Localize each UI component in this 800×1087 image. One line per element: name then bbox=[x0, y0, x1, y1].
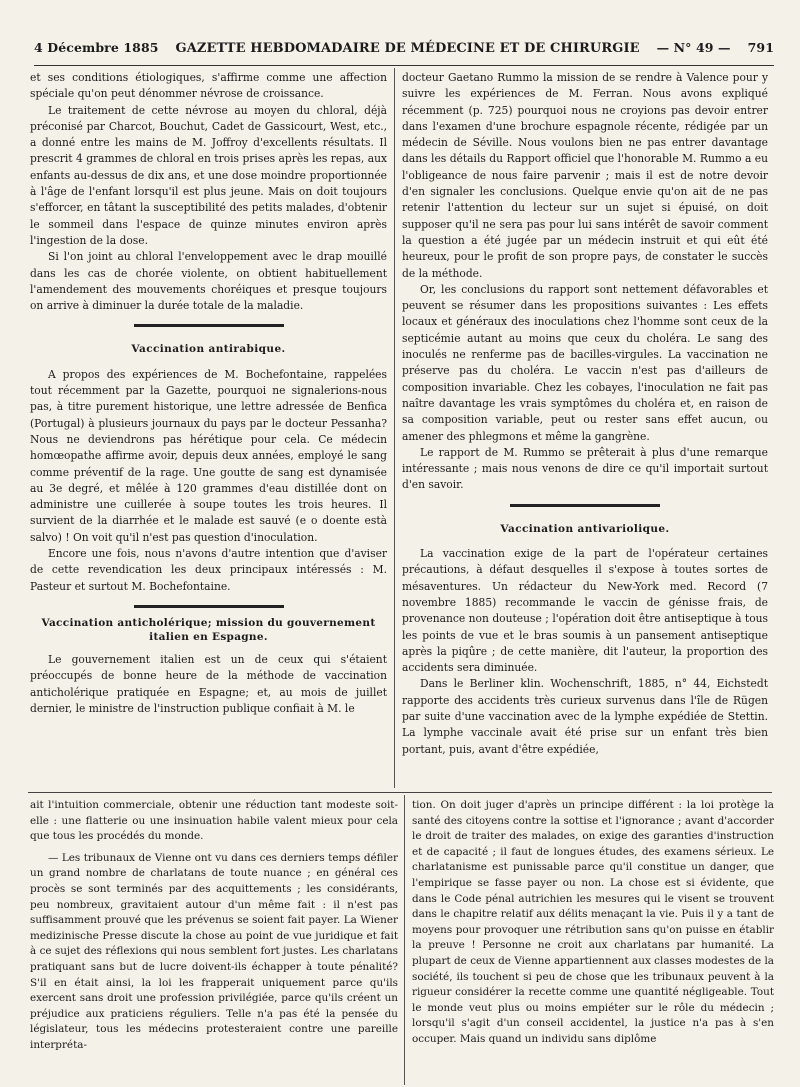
section-heading-antirabique: Vaccination antirabique. bbox=[131, 343, 286, 356]
paragraph: Le traitement de cette névrose au moyen du chloral, déjà préconisé par Charcot, Bouchut, Cadet de Gassicourt, West, etc., a donné entre les mains de M. Joffroy d'excellents résultats. Il prescrit 4 grammes de chloral en trois prises après les repas, aux enfants au-dessus de dix ans, et une dose moindre proportionnée à l'âge de l'enfant lorsqu'il est plus jeune. Mais on doit toujours s'efforcer, en tâtant la susceptibilité des petits malades, d'obtenir le sommeil dans l'espace de quinze minutes environ après l'ingestion de la dose. bbox=[30, 103, 387, 247]
paragraph: Le rapport de M. Rummo se prêterait à plus d'une remarque intéressante ; mais nous venons de dire ce qu'il importait surtout d'en savoir. bbox=[402, 445, 768, 492]
heading-line: italien en Espagne. bbox=[149, 630, 268, 643]
section-separator bbox=[510, 504, 660, 507]
paragraph: docteur Gaetano Rummo la mission de se rendre à Valence pour y suivre les expériences de M. Ferran. Nous avons expliqué récemment (p. 725) pourquoi nous ne croyions pas devoir entrer dans l'examen d'une brochure espagnole récente, rédigée par un médecin de Séville. Nous voulons bien ne pas entrer davantage dans les détails du Rapport officiel que l'honorable M. Rummo a eu l'obligeance de nous faire parvenir ; mais il est de notre devoir d'en signaler les conclusions. Quelque envie qu'on ait de ne pas retenir l'attention du lecteur sur un sujet si épuisé, on doit supposer qu'il ne sera pas pour lui sans intérêt de savoir comment la question a été jugée par un médecin instruit et qui eût été heureux, pour le profit de son propre pays, de constater le succès de la méthode. bbox=[402, 71, 768, 280]
paragraph: La vaccination exige de la part de l'opérateur certaines précautions, à défaut desquelles il s'expose à toutes sortes de mésaventures. Un rédacteur du New-York med. Record (7 novembre 1885) recommande le vaccin de génisse frais, de provenance non douteuse ; l'opération doit être antiseptique à tous les points de vue et le bras soumis à un pansement antiseptique après la piqûre ; de cette manière, dit l'auteur, la proportion des accidents sera diminuée. bbox=[402, 547, 768, 675]
paragraph: tion. On doit juger d'après un principe différent : la loi protège la santé des citoyens contre la sottise et l'ignorance ; avant d'accorder le droit de traiter des malades, on exige des garanties d'instruction et de capacité ; il faut de longues études, des examens sérieux. Le charlatanisme est punissable parce qu'il constitue un danger, que l'empirique se fasse payer ou non. La chose est si évidente, que dans le Code pénal autrichien les mesures qui le visent se trouvent dans le chapitre relatif aux délits menaçant la vie. Puis il y a tant de moyens pour provoquer une rétribution sans qu'on puisse en établir la preuve ! Personne ne croit aux charlatans par humanité. La plupart de ceux de Vienne appartiennent aux classes modestes de la société, ils touchent si peu de chose que les tribunaux peuvent à la rigueur considérer la recette comme une quantité négligeable. Tout le monde veut plus ou moins empiéter sur le rôle du médecin ; lorsqu'il s'agit d'un conseil accidentel, la justice n'a pas à s'en occuper. Mais quand un individu sans diplôme bbox=[412, 799, 774, 1045]
page-number: 791 bbox=[747, 40, 774, 55]
issue-number: — N° 49 — bbox=[656, 40, 731, 55]
column-divider-top bbox=[394, 68, 395, 788]
column-left-top bbox=[30, 70, 387, 730]
paragraph: Le gouvernement italien est un de ceux qui s'étaient préoccupés de bonne heure de la méthode de vaccination anticholérique pratiquée en Espagne; et, au mois de juillet dernier, le ministre de l'instruction publique confiait à M. le bbox=[30, 652, 387, 715]
column-left-bottom bbox=[30, 798, 398, 1083]
paragraph: Encore une fois, nous n'avons d'autre intention que d'aviser de cette revendication les deux principaux intéressés : M. Pasteur et surtout M. Bochefontaine. bbox=[30, 547, 387, 593]
column-right-top bbox=[402, 70, 768, 756]
paragraph: Si l'on joint au chloral l'enveloppement avec le drap mouillé dans les cas de chorée violente, on obtient habituellement l'amendement des mouvements choréiques et presque toujours on arrive à diminuer la durée totale de la maladie. bbox=[30, 250, 387, 313]
column-divider-bottom bbox=[404, 795, 405, 1085]
section-separator bbox=[134, 605, 284, 608]
section-heading-anticholerique bbox=[30, 616, 387, 644]
paragraph: A propos des expériences de M. Bochefontaine, rappelées tout récemment par la Gazette, pourquoi ne signalerions-nous pas, à titre purement historique, une lettre adressée de Benfica (Portugal) à plusieurs journaux du pays par le docteur Pessanha? Nous ne deviendrons pas hérétique pour cela. Ce médecin homœopathe affirme avoir, depuis deux années, employé le sang comme préventif de la rage. Une goutte de sang est dynamisée au 3e degré, et mêlée à 120 grammes d'eau distillée dont on administre une cuillerée à soupe toutes les trois heures. Il survient de la diarrhée et le malade est sauvé (e o doente està salvo) ! On voit qu'il n'est pas question d'inoculation. bbox=[30, 367, 387, 544]
heading-line: Vaccination anticholérique; mission du gouvernement bbox=[41, 616, 376, 629]
column-right-bottom bbox=[412, 798, 774, 1083]
paragraph: et ses conditions étiologiques, s'affirme comme une affection spéciale qu'on peut dénommer névrose de croissance. bbox=[30, 71, 387, 101]
paragraph: ait l'intuition commerciale, obtenir une réduction tant modeste soit-elle : une flatterie ou une insinuation habile valent mieux pour cela que tous les procédés du monde. bbox=[30, 799, 398, 843]
journal-title: GAZETTE HEBDOMADAIRE DE MÉDECINE ET DE CHIRURGIE bbox=[175, 41, 640, 56]
horizontal-divider bbox=[28, 792, 772, 793]
header-date: 4 Décembre 1885 bbox=[34, 40, 159, 55]
page-header bbox=[34, 40, 774, 66]
paragraph: — Les tribunaux de Vienne ont vu dans ces derniers temps défiler un grand nombre de charlatans de toute nuance ; en général ces procès se sont terminés par des acquittements ; les considérants, peu nombreux, gravitaient autour d'un même fait : il n'est pas suffisamment prouvé que les prévenus se soient fait payer. La Wiener medizinische Presse discute la chose au point de vue juridique et fait à ce sujet des réflexions qui nous semblent fort justes. Les charlatans pratiquant sans but de lucre doivent-ils échapper à toute pénalité? S'il en était ainsi, la loi les frapperait uniquement parce qu'ils exercent sans droit une profession privilégiée, parce qu'ils créent un préjudice aux praticiens réguliers. Telle n'a pas été la pensée du législateur, tous les médecins protesteraient contre une pareille interpréta- bbox=[30, 851, 398, 1051]
section-separator bbox=[134, 324, 284, 327]
paragraph: Dans le Berliner klin. Wochenschrift, 1885, n° 44, Eichstedt rapporte des accidents très curieux survenus dans l'île de Rügen par suite d'une vaccination avec de la lymphe expédiée de Stettin. La lymphe vaccinale avait été prise sur un enfant très bien portant, puis, avant d'être expédiée, bbox=[402, 677, 768, 756]
paragraph: Or, les conclusions du rapport sont nettement défavorables et peuvent se résumer dans les propositions suivantes : Les effets locaux et généraux des inoculations chez l'homme sont ceux de la septicémie autant au moins que ceux du choléra. Le sang des inoculés ne renferme pas de bacilles-virgules. La vaccination ne préserve pas du choléra. Le vaccin n'est pas d'ailleurs de composition invariable. Chez les cobayes, l'inoculation ne fait pas naître davantage les vrais symptômes du choléra et, en raison de sa composition variable, peut ou rester sans effet aucun, ou amener des phlegmons et même la gangrène. bbox=[402, 282, 768, 443]
section-heading-antivariolique: Vaccination antivariolique. bbox=[500, 522, 670, 535]
